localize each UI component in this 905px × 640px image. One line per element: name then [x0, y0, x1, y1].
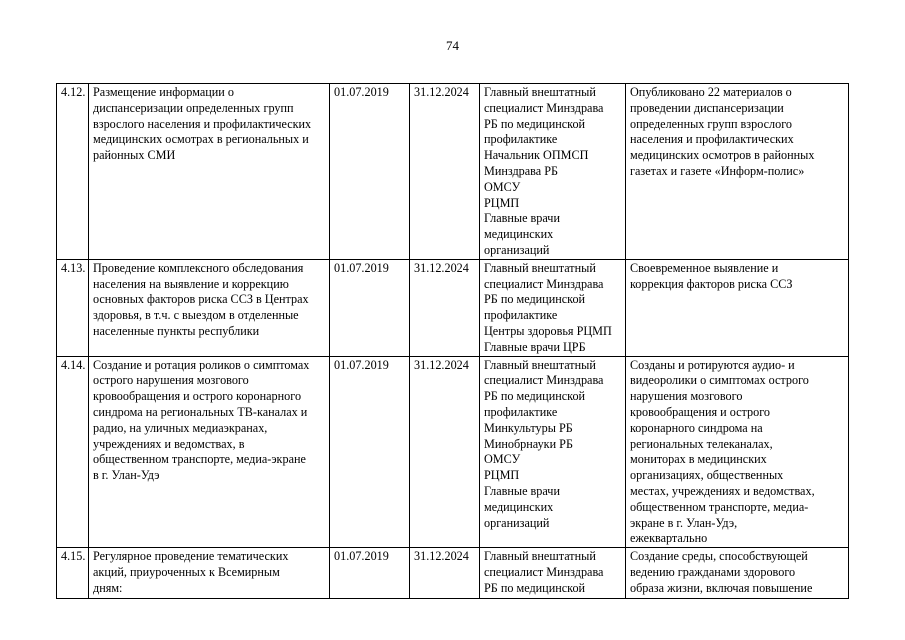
responsible-cell-line: медицинских [484, 499, 554, 514]
activity-cell-line: кровообращения и острого коронарного [93, 389, 302, 404]
responsible-cell-line: Главные врачи ЦРБ [484, 339, 586, 354]
responsible-cell-line: Главный внештатный [484, 85, 596, 99]
end-date-cell-text: 31.12.2024 [414, 260, 469, 275]
result-cell [626, 84, 849, 260]
start-date-cell [330, 84, 410, 260]
item-number-cell-text: 4.13. [61, 260, 86, 275]
activity-cell-line: медицинских осмотрах в региональных и [93, 132, 309, 147]
activity-cell-line: акций, приуроченных к Всемирным [93, 564, 280, 579]
responsible-cell-line: Минздрава РБ [484, 163, 559, 178]
responsible-cell-line: РБ по медицинской [484, 580, 586, 595]
result-cell-line: кровообращения и острого [630, 404, 770, 419]
result-cell [626, 356, 849, 548]
responsible-cell [480, 548, 626, 599]
end-date-cell [410, 259, 480, 356]
item-number-cell [57, 259, 89, 356]
start-date-cell [330, 548, 410, 599]
responsible-cell-line: Главный внештатный [484, 549, 596, 564]
start-date-cell-text: 01.07.2019 [334, 85, 389, 99]
item-number-cell [57, 548, 89, 599]
item-number-cell [57, 84, 89, 260]
result-cell-line: коронарного синдрома на [630, 420, 763, 435]
result-cell-line: общественном транспорте, медиа- [630, 499, 809, 514]
result-cell-line: местах, учреждениях и ведомствах, [630, 483, 815, 498]
responsible-cell-line: Главные врачи [484, 211, 560, 226]
responsible-cell-line: профилактике [484, 132, 558, 147]
activity-cell-line: районных СМИ [93, 148, 176, 163]
result-cell [626, 548, 849, 599]
result-cell [626, 259, 849, 356]
item-number-cell [57, 356, 89, 548]
activity-cell-line: основных факторов риска ССЗ в Центрах [93, 292, 309, 307]
activity-cell-line: взрослого населения и профилактических [93, 116, 312, 131]
responsible-cell-line: Минкультуры РБ [484, 420, 573, 435]
table-row [57, 356, 849, 548]
activity-cell [89, 356, 330, 548]
responsible-cell-line: ОМСУ [484, 179, 521, 194]
activity-cell-line: радио, на уличных медиаэкранах, [93, 420, 268, 435]
activity-cell-line: населенные пункты республики [93, 323, 260, 338]
responsible-cell-line: ОМСУ [484, 452, 521, 467]
responsible-cell-line: РБ по медицинской [484, 292, 586, 307]
item-number-cell-text: 4.14. [61, 357, 86, 372]
activity-cell-line: здоровья, в т.ч. с выездом в отделенные [93, 308, 299, 323]
activity-cell-line: общественном транспорте, медиа-экране [93, 452, 306, 467]
responsible-cell-line: Главный внештатный [484, 357, 596, 372]
responsible-cell-line: организаций [484, 242, 550, 257]
result-cell-line: Созданы и ротируются аудио- и [630, 357, 795, 372]
responsible-cell-line: Начальник ОПМСП [484, 148, 589, 163]
result-cell-line: ведению гражданами здорового [630, 564, 796, 579]
table-row [57, 548, 849, 599]
table-row [57, 84, 849, 260]
result-cell-line: экране в г. Улан-Удэ, [630, 515, 738, 530]
end-date-cell-text: 31.12.2024 [414, 85, 469, 99]
responsible-cell [480, 84, 626, 260]
result-cell-line: Создание среды, способствующей [630, 549, 808, 564]
result-cell-line: Своевременное выявление и [630, 260, 779, 275]
end-date-cell [410, 356, 480, 548]
activity-cell-line: Создание и ротация роликов о симптомах [93, 357, 310, 372]
result-cell-line: организациях, общественных [630, 468, 784, 483]
responsible-cell-line: Минобрнауки РБ [484, 436, 573, 451]
responsible-cell-line: РБ по медицинской [484, 116, 586, 131]
end-date-cell [410, 548, 480, 599]
responsible-cell-line: специалист Минздрава [484, 276, 604, 291]
activity-cell [89, 259, 330, 356]
activities-table [56, 83, 849, 599]
activity-cell-line: острого нарушения мозгового [93, 373, 249, 388]
table-row [57, 259, 849, 356]
result-cell-line: коррекция факторов риска ССЗ [630, 276, 793, 291]
activity-cell-line: Размещение информации о [93, 85, 234, 99]
responsible-cell-line: профилактике [484, 308, 558, 323]
result-cell-line: определенных групп взрослого [630, 116, 792, 131]
start-date-cell [330, 259, 410, 356]
activity-cell-line: Регулярное проведение тематических [93, 549, 289, 564]
responsible-cell-line: Главный внештатный [484, 260, 596, 275]
item-number-cell-text: 4.15. [61, 549, 86, 564]
responsible-cell-line: медицинских [484, 227, 554, 242]
activity-cell-line: в г. Улан-Удэ [93, 468, 160, 483]
responsible-cell-line: РБ по медицинской [484, 389, 586, 404]
responsible-cell-line: специалист Минздрава [484, 100, 604, 115]
responsible-cell-line: специалист Минздрава [484, 564, 604, 579]
activity-cell-line: учреждениях и ведомствах, в [93, 436, 245, 451]
result-cell-line: населения и профилактических [630, 132, 794, 147]
responsible-cell-line: РЦМП [484, 468, 520, 483]
item-number-cell-text: 4.12. [61, 85, 86, 99]
start-date-cell-text: 01.07.2019 [334, 549, 389, 564]
result-cell-line: нарушения мозгового [630, 389, 743, 404]
activity-cell [89, 84, 330, 260]
result-cell-line: видеоролики о симптомах острого [630, 373, 809, 388]
responsible-cell-line: специалист Минздрава [484, 373, 604, 388]
activity-cell-line: дням: [93, 580, 123, 595]
end-date-cell [410, 84, 480, 260]
responsible-cell-line: РЦМП [484, 195, 520, 210]
activity-cell [89, 548, 330, 599]
end-date-cell-text: 31.12.2024 [414, 357, 469, 372]
responsible-cell-line: организаций [484, 515, 550, 530]
activity-cell-line: Проведение комплексного обследования [93, 260, 304, 275]
responsible-cell-line: Главные врачи [484, 483, 560, 498]
activity-cell-line: населения на выявление и коррекцию [93, 276, 289, 291]
activity-cell-line: синдрома на региональных ТВ-каналах и [93, 404, 308, 419]
result-cell-line: Опубликовано 22 материалов о [630, 85, 792, 99]
responsible-cell [480, 259, 626, 356]
start-date-cell [330, 356, 410, 548]
responsible-cell-line: Центры здоровья РЦМП [484, 323, 612, 338]
activity-cell-line: диспансеризации определенных групп [93, 100, 294, 115]
responsible-cell [480, 356, 626, 548]
responsible-cell-line: профилактике [484, 404, 558, 419]
result-cell-line: региональных телеканалах, [630, 436, 773, 451]
page-number: 74 [446, 38, 459, 53]
result-cell-line: образа жизни, включая повышение [630, 580, 813, 595]
result-cell-line: ежеквартально [630, 531, 708, 546]
result-cell-line: мониторах в медицинских [630, 452, 767, 467]
start-date-cell-text: 01.07.2019 [334, 260, 389, 275]
start-date-cell-text: 01.07.2019 [334, 357, 389, 372]
result-cell-line: проведении диспансеризации [630, 100, 784, 115]
end-date-cell-text: 31.12.2024 [414, 549, 469, 564]
result-cell-line: газетах и газете «Информ-полис» [630, 163, 805, 178]
result-cell-line: медицинских осмотров в районных [630, 148, 815, 163]
